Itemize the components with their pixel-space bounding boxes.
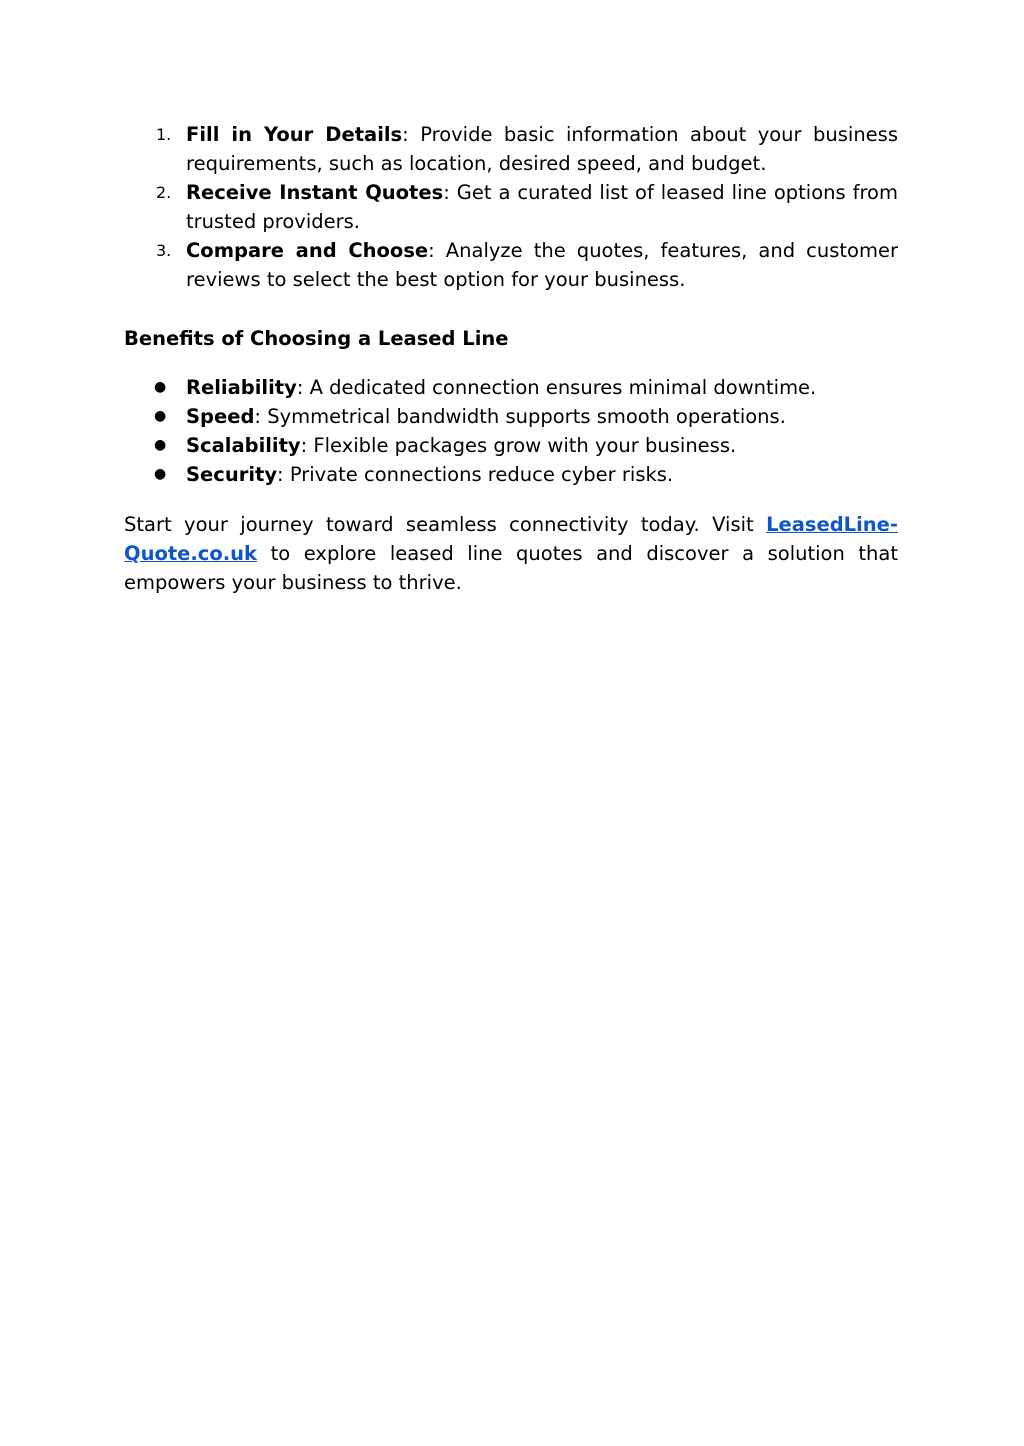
step-title: Fill in Your Details (186, 123, 403, 146)
list-number: 2. (156, 183, 172, 202)
document-page (124, 120, 898, 597)
list-item (124, 402, 898, 431)
list-item (124, 373, 898, 402)
bullet-icon: ● (154, 379, 167, 395)
step-text: : Analyze the quotes, features, and customer reviews to select the best option for your business. (186, 239, 898, 291)
website-link[interactable]: LeasedLine-Quote.co.uk (124, 513, 898, 565)
benefit-title: Security (186, 463, 278, 486)
list-item (124, 431, 898, 460)
benefit-title: Reliability (186, 376, 297, 399)
benefit-title: Speed (186, 405, 255, 428)
step-text: : Provide basic information about your business requirements, such as location, desired speed, and budget. (186, 123, 898, 175)
step-title: Receive Instant Quotes (186, 181, 444, 204)
benefit-title: Scalability (186, 434, 301, 457)
section-heading: Benefits of Choosing a Leased Line (124, 327, 509, 350)
list-item (124, 460, 898, 489)
benefits-list (124, 373, 898, 489)
benefit-text: : Symmetrical bandwidth supports smooth operations. (254, 405, 786, 428)
bullet-icon: ● (154, 437, 167, 453)
benefit-text: : Private connections reduce cyber risks. (277, 463, 674, 486)
closing-paragraph (124, 510, 898, 597)
bullet-icon: ● (154, 466, 167, 482)
list-item (124, 178, 898, 236)
step-text: : Get a curated list of leased line options from trusted providers. (186, 181, 898, 233)
list-number: 1. (156, 125, 172, 144)
list-item (124, 120, 898, 178)
steps-list (124, 120, 898, 294)
benefit-text: : A dedicated connection ensures minimal downtime. (296, 376, 817, 399)
closing-text-end: to explore leased line quotes and discover a solution that empowers your business to thrive. (124, 542, 898, 594)
benefit-text: : Flexible packages grow with your business. (300, 434, 737, 457)
step-title: Compare and Choose (186, 239, 429, 262)
closing-text-start: Start your journey toward seamless connectivity today. Visit (124, 513, 767, 536)
list-item (124, 236, 898, 294)
list-number: 3. (156, 241, 172, 260)
bullet-icon: ● (154, 408, 167, 424)
